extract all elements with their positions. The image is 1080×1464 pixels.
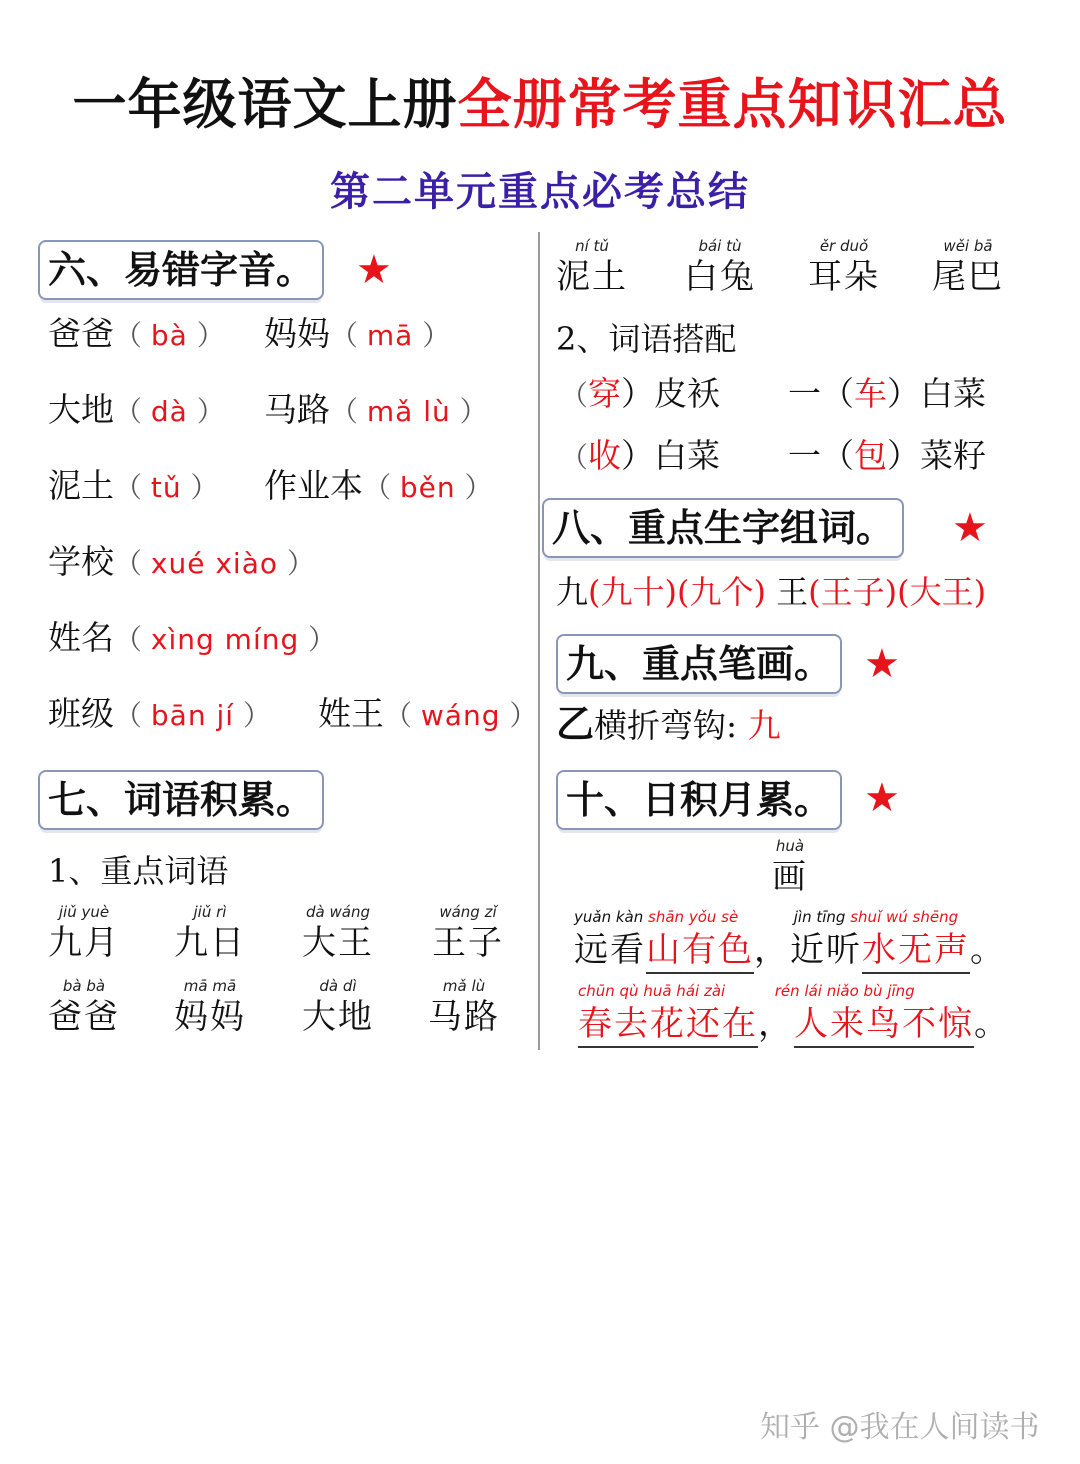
right-word: ěr duǒ 耳朵 — [808, 237, 880, 297]
collocation-item: 一（包）菜籽 — [788, 436, 986, 475]
sec6-row-2b: 马路（ mǎ lù ） — [264, 390, 488, 429]
sec6-row-3b: 作业本（ běn ） — [264, 466, 493, 505]
collocation-item: 一（车）白菜 — [788, 374, 986, 413]
collocation-item: （穿）皮袄 — [560, 374, 721, 413]
poem-title: huà 画 — [772, 837, 808, 897]
stroke-glyph: 乙 — [556, 702, 595, 746]
sec6-row-1b: 妈妈（ mā ） — [264, 314, 451, 353]
section6-star-icon: ★ — [356, 247, 392, 293]
sec6-row-6b: 姓王（ wáng ） — [318, 694, 538, 733]
section8-star-icon: ★ — [952, 505, 988, 551]
right-word: ní tǔ 泥土 — [556, 237, 628, 297]
section9-star-icon: ★ — [864, 641, 900, 687]
section7-heading: 七、词语积累。 — [38, 770, 324, 830]
sec7-word: dà dì 大地 — [302, 977, 374, 1037]
title-part2: 全册常考重点知识汇总 — [457, 73, 1008, 136]
poem-line-2: chūn qù huā hái zài rén lái niǎo bù jīng 春去花还在，人来鸟不惊。 — [578, 980, 1010, 1046]
sec6-row-1: 爸爸（ bà ） — [48, 314, 225, 353]
sec9-stroke-line: 乙横折弯钩: 九 — [556, 702, 781, 746]
sec6-row-6: 班级（ bān jí ） — [48, 694, 271, 733]
section6-heading: 六、易错字音。 — [38, 240, 324, 300]
sec6-row-3: 泥土（ tǔ ） — [48, 466, 219, 505]
collocation-item: （收）白菜 — [560, 436, 721, 475]
sec7-word: mǎ lù 马路 — [428, 977, 500, 1037]
sec7-word: jiǔ rì 九日 — [174, 903, 246, 963]
collocation-heading: 2、词语搭配 — [556, 320, 737, 358]
watermark: 知乎 @我在人间读书 — [760, 1410, 1040, 1445]
right-word: wěi bā 尾巴 — [932, 237, 1004, 297]
sec7-word: dà wáng 大王 — [302, 903, 374, 963]
section10-heading: 十、日积月累。 — [556, 770, 842, 830]
sec7-word: jiǔ yuè 九月 — [48, 903, 120, 963]
title-part1: 一年级语文上册 — [72, 73, 458, 136]
section9-heading: 九、重点笔画。 — [556, 634, 842, 694]
sec6-row-4: 学校（ xué xiào ） — [48, 542, 315, 581]
sec6-row-2: 大地（ dà ） — [48, 390, 225, 429]
sec7-word: wáng zǐ 王子 — [432, 903, 504, 963]
poem-line-1: yuǎn kàn shān yǒu sè jìn tīng shuǐ wú shēng 远看山有色，近听水无声。 — [574, 906, 1006, 972]
right-word: bái tù 白兔 — [684, 237, 756, 297]
sec6-row-5: 姓名（ xìng míng ） — [48, 618, 337, 657]
sec8-line: 九(九十)(九个) 王(王子)(大王) — [556, 573, 987, 611]
column-divider — [538, 232, 540, 1050]
page-title — [0, 62, 1080, 139]
section10-star-icon: ★ — [864, 775, 900, 821]
page-subtitle: 第二单元重点必考总结 — [330, 169, 750, 215]
sec7-sub1: 1、重点词语 — [48, 852, 229, 890]
sec7-word: bà bà 爸爸 — [48, 977, 120, 1037]
sec7-word: mā mā 妈妈 — [174, 977, 246, 1037]
section8-heading: 八、重点生字组词。 — [542, 498, 904, 558]
